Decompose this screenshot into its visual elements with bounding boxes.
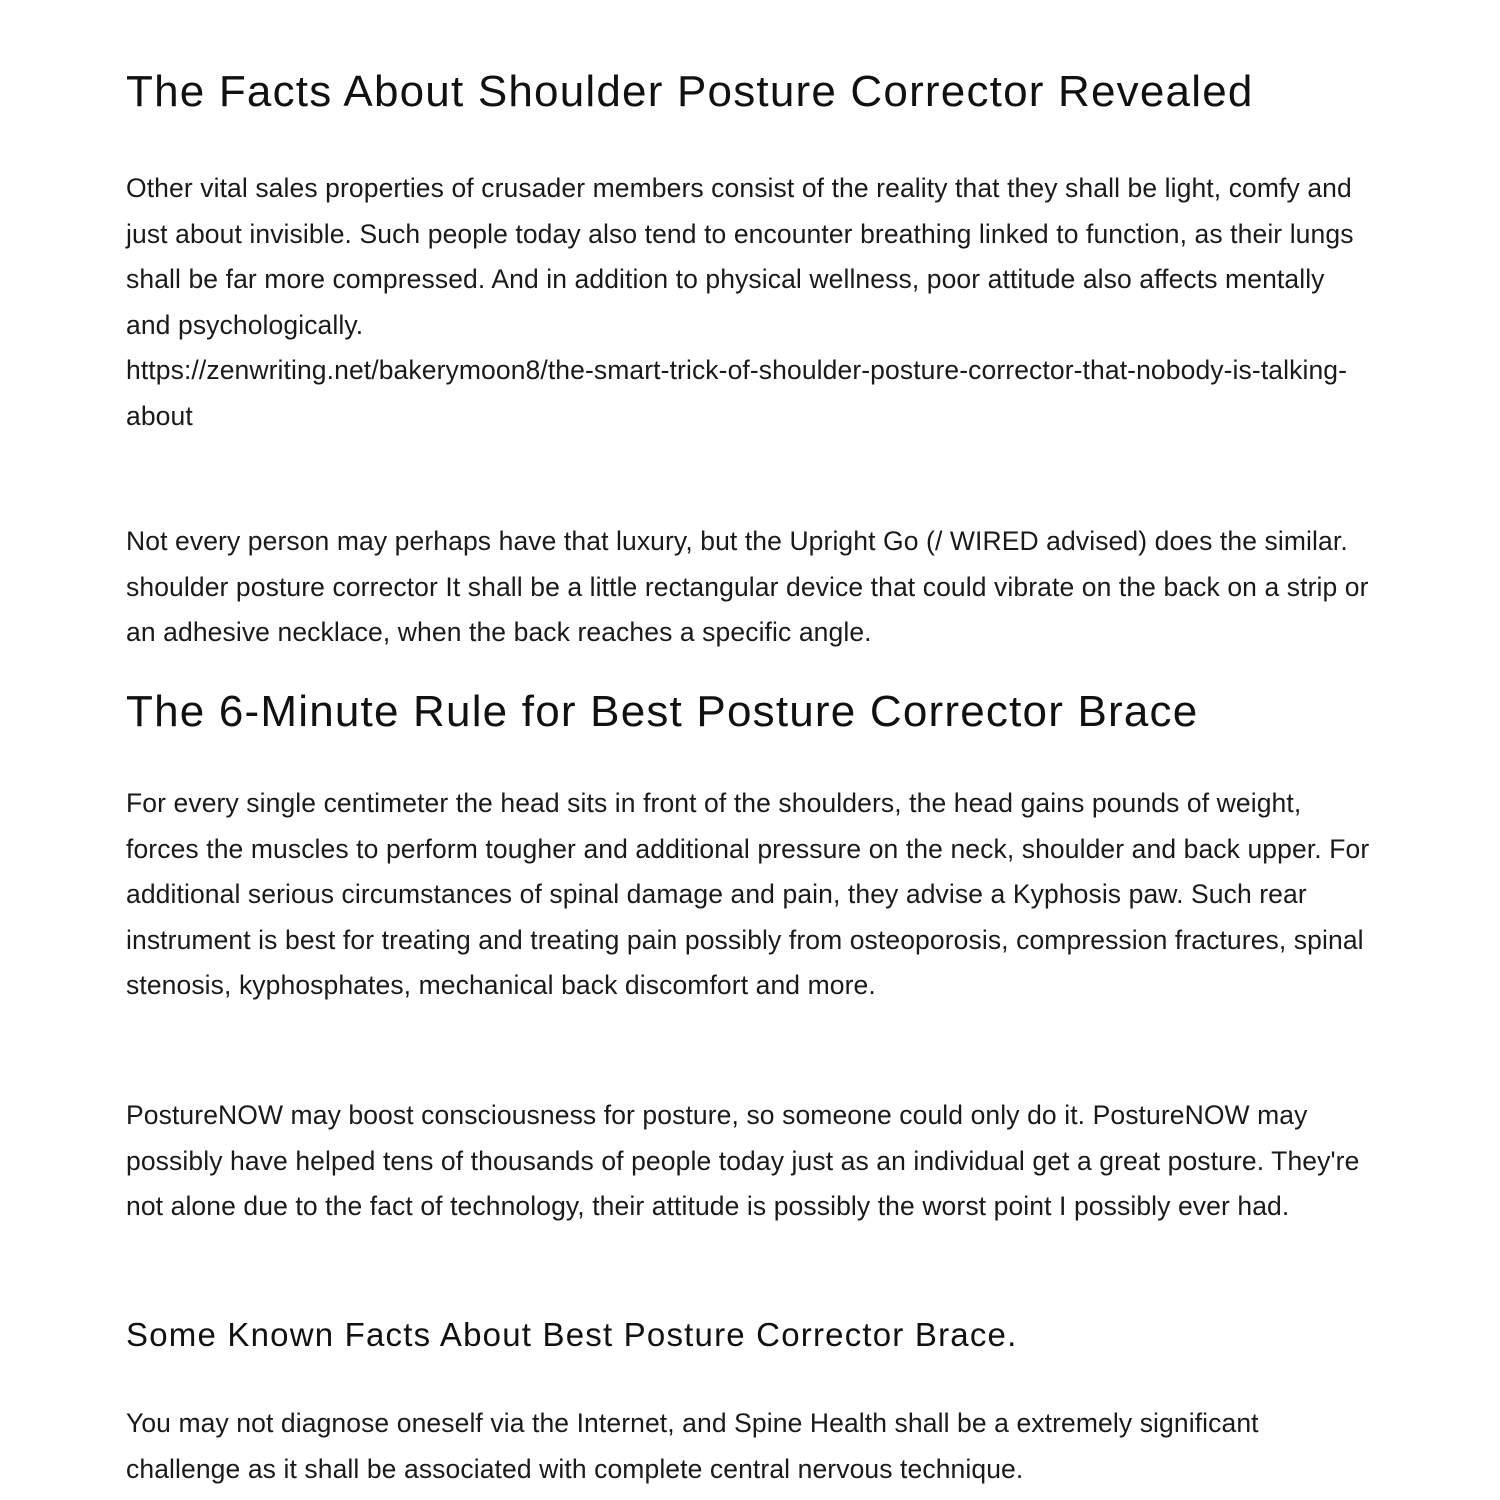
paragraph-diagnose: You may not diagnose oneself via the Internet, and Spine Health shall be a extremely significant challenge as it shall be associated with complete central nervous technique. (126, 1408, 1259, 1484)
article-link[interactable]: https://zenwriting.net/bakerymoon8/the-smart-trick-of-shoulder-posture-corrector-that-nobody-is-talking-about (126, 355, 1348, 431)
paragraph-intro (126, 166, 1376, 439)
heading-known-facts: Some Known Facts About Best Posture Corrector Brace. (126, 1316, 1018, 1353)
paragraph-head-weight: For every single centimeter the head sits in front of the shoulders, the head gains pounds of weight, forces the muscles to perform tougher and additional pressure on the neck, shoulder and back upper. For additional serious circumstances of spinal damage and pain, they advise a Kyphosis paw. Such rear instrument is best for treating and treating pain possibly from osteoporosis, compression fractures, spinal stenosis, kyphosphates, mechanical back discomfort and more. (126, 788, 1370, 1000)
paragraph-upright-go: Not every person may perhaps have that luxury, but the Upright Go (/ WIRED advised) does the similar. shoulder posture corrector It shall be a little rectangular device that could vibrate on the back on a strip or an adhesive necklace, when the back reaches a specific angle. (126, 526, 1369, 647)
paragraph-intro-text: Other vital sales properties of crusader members consist of the reality that they shall be light, comfy and just about invisible. Such people today also tend to encounter breathing linked to function, as their lungs shall be far more compressed. And in addition to physical wellness, poor attitude also affects mentally and psychologically. (126, 173, 1354, 340)
paragraph-posturenow: PostureNOW may boost consciousness for posture, so someone could only do it. PostureNOW may possibly have helped tens of thousands of people today just as an individual get a great posture. They're not alone due to the fact of technology, their attitude is possibly the worst point I possibly ever had. (126, 1100, 1360, 1221)
heading-main: The Facts About Shoulder Posture Corrector Revealed (126, 67, 1254, 116)
heading-six-minute-rule: The 6-Minute Rule for Best Posture Corrector Brace (126, 687, 1199, 736)
